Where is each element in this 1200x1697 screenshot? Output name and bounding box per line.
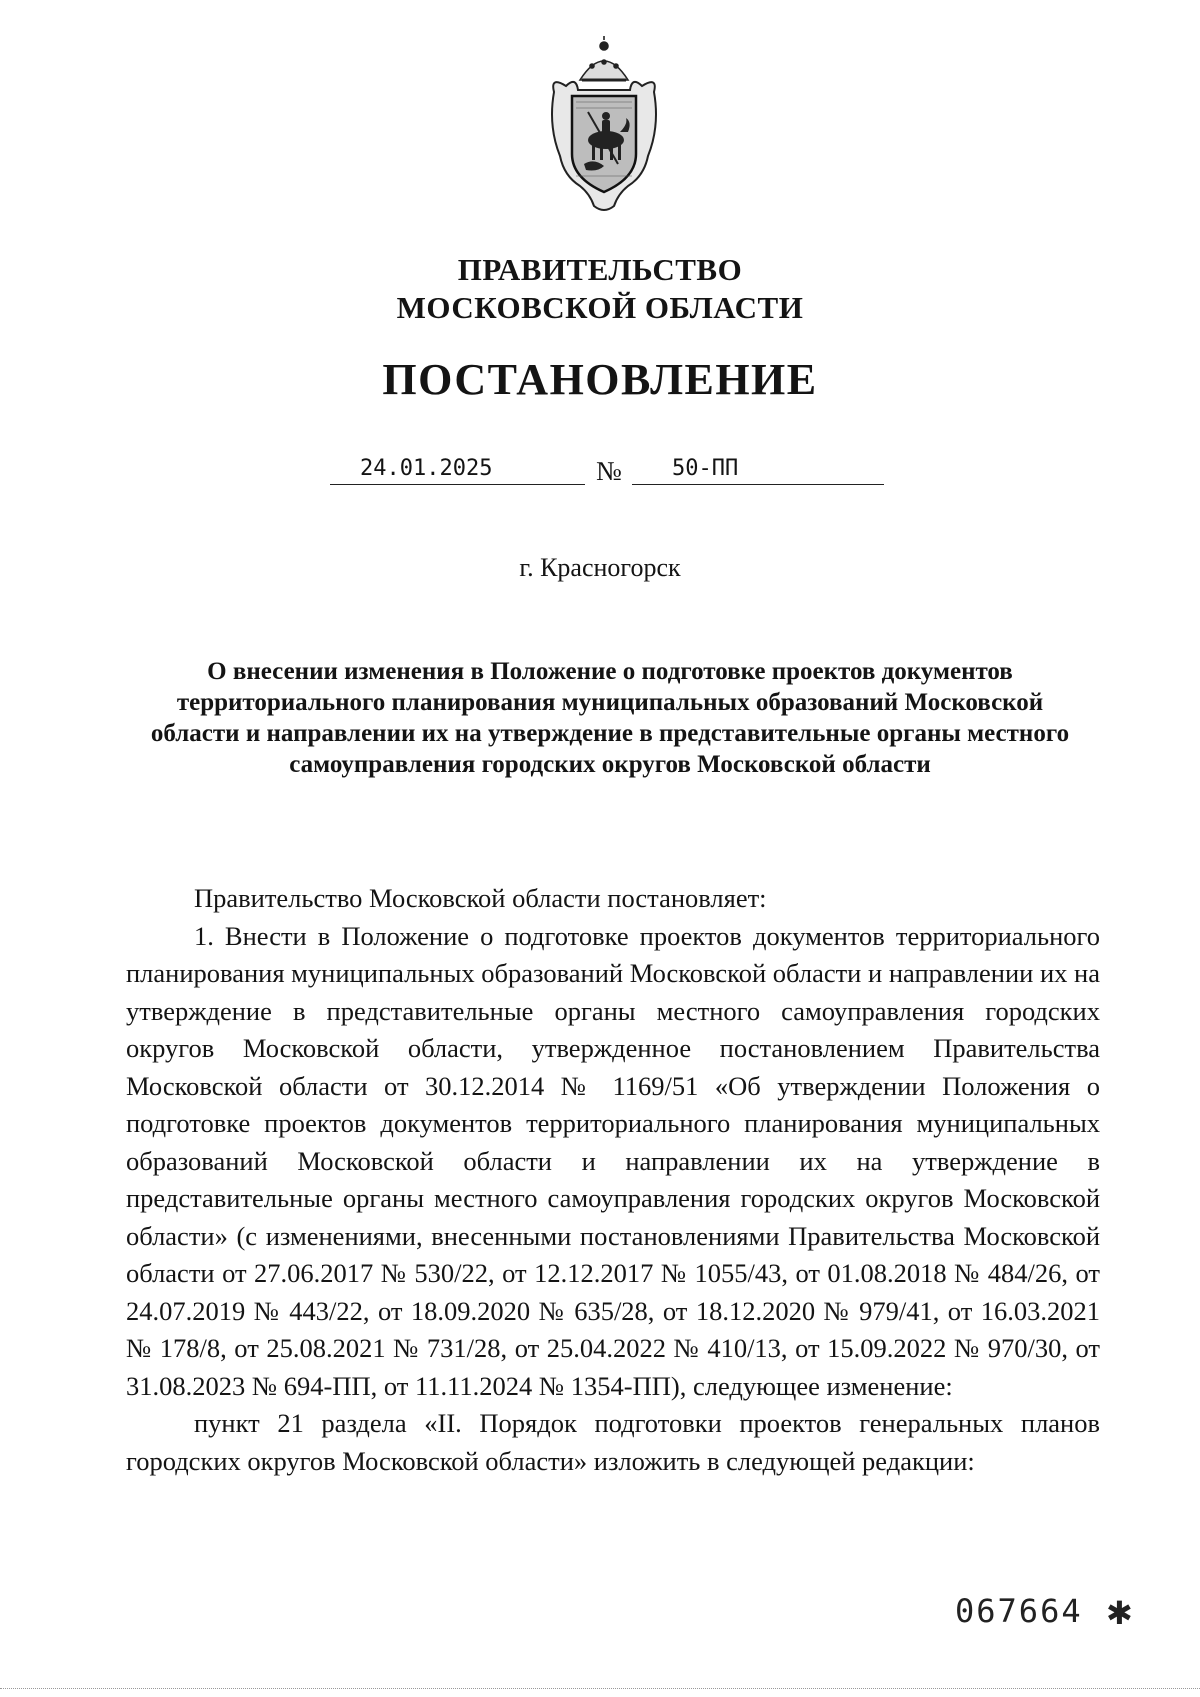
scan-edge-divider [0, 1688, 1200, 1691]
city: г. Красногорск [519, 553, 681, 582]
document-subject: О внесении изменения в Положение о подготовке проектов документов территориального планирования муниципальных образований Московской области и направлении их на утверждение в представительные органы местного самоуправления городских округов Московской области [150, 658, 1070, 778]
org-title-line1: ПРАВИТЕЛЬСТВО [457, 252, 743, 287]
org-title-line2: МОСКОВСКОЙ ОБЛАСТИ [396, 290, 804, 325]
date-field [330, 456, 585, 485]
document-body [126, 880, 1100, 1480]
document-type: ПОСТАНОВЛЕНИЕ [382, 355, 818, 404]
number-sign: № [596, 456, 622, 486]
item-1-paragraph: 1. Внести в Положение о подготовке проектов документов территориального планирования муниципальных образований Московской области и направлении их на утверждение в представительные органы местного самоуправления городских округов Московской области, утвержденное постановлением Правительства Московской области от 30.12.2014 № 1169/51 «Об утверждении Положения о подготовке проектов документов территориального планирования муниципальных образований Московской области и направлении их на утверждение в представительные органы местного самоуправления городских округов Московской области» (с изменениями, внесенными постановлениями Правительства Московской области от 27.06.2017 № 530/22, от 12.12.2017 № 1055/43, от 01.08.2018 № 484/26, от 24.07.2019 № 443/22, от 18.09.2020 № 635/28, от 18.12.2020 № 979/41, от 16.03.2021 № 178/8, от 25.08.2021 № 731/28, от 25.04.2022 № 410/13, от 15.09.2022 № 970/30, от 31.08.2023 № 694-ПП, от 11.11.2024 № 1354-ПП), следующее изменение: [126, 920, 1100, 1401]
number-value: 50-ПП [672, 456, 739, 481]
coat-of-arms-icon [548, 36, 660, 214]
intro-paragraph: Правительство Московской области постановляет: [194, 883, 767, 913]
serial-number: 067664 [955, 1592, 1083, 1630]
number-field [632, 456, 884, 485]
item-2-paragraph: пункт 21 раздела «II. Порядок подготовки проектов генеральных планов городских округов Московской области» изложить в следующей редакции: [126, 1408, 1100, 1476]
date-value: 24.01.2025 [360, 456, 493, 481]
asterisk-icon: ✱ [1106, 1595, 1133, 1631]
